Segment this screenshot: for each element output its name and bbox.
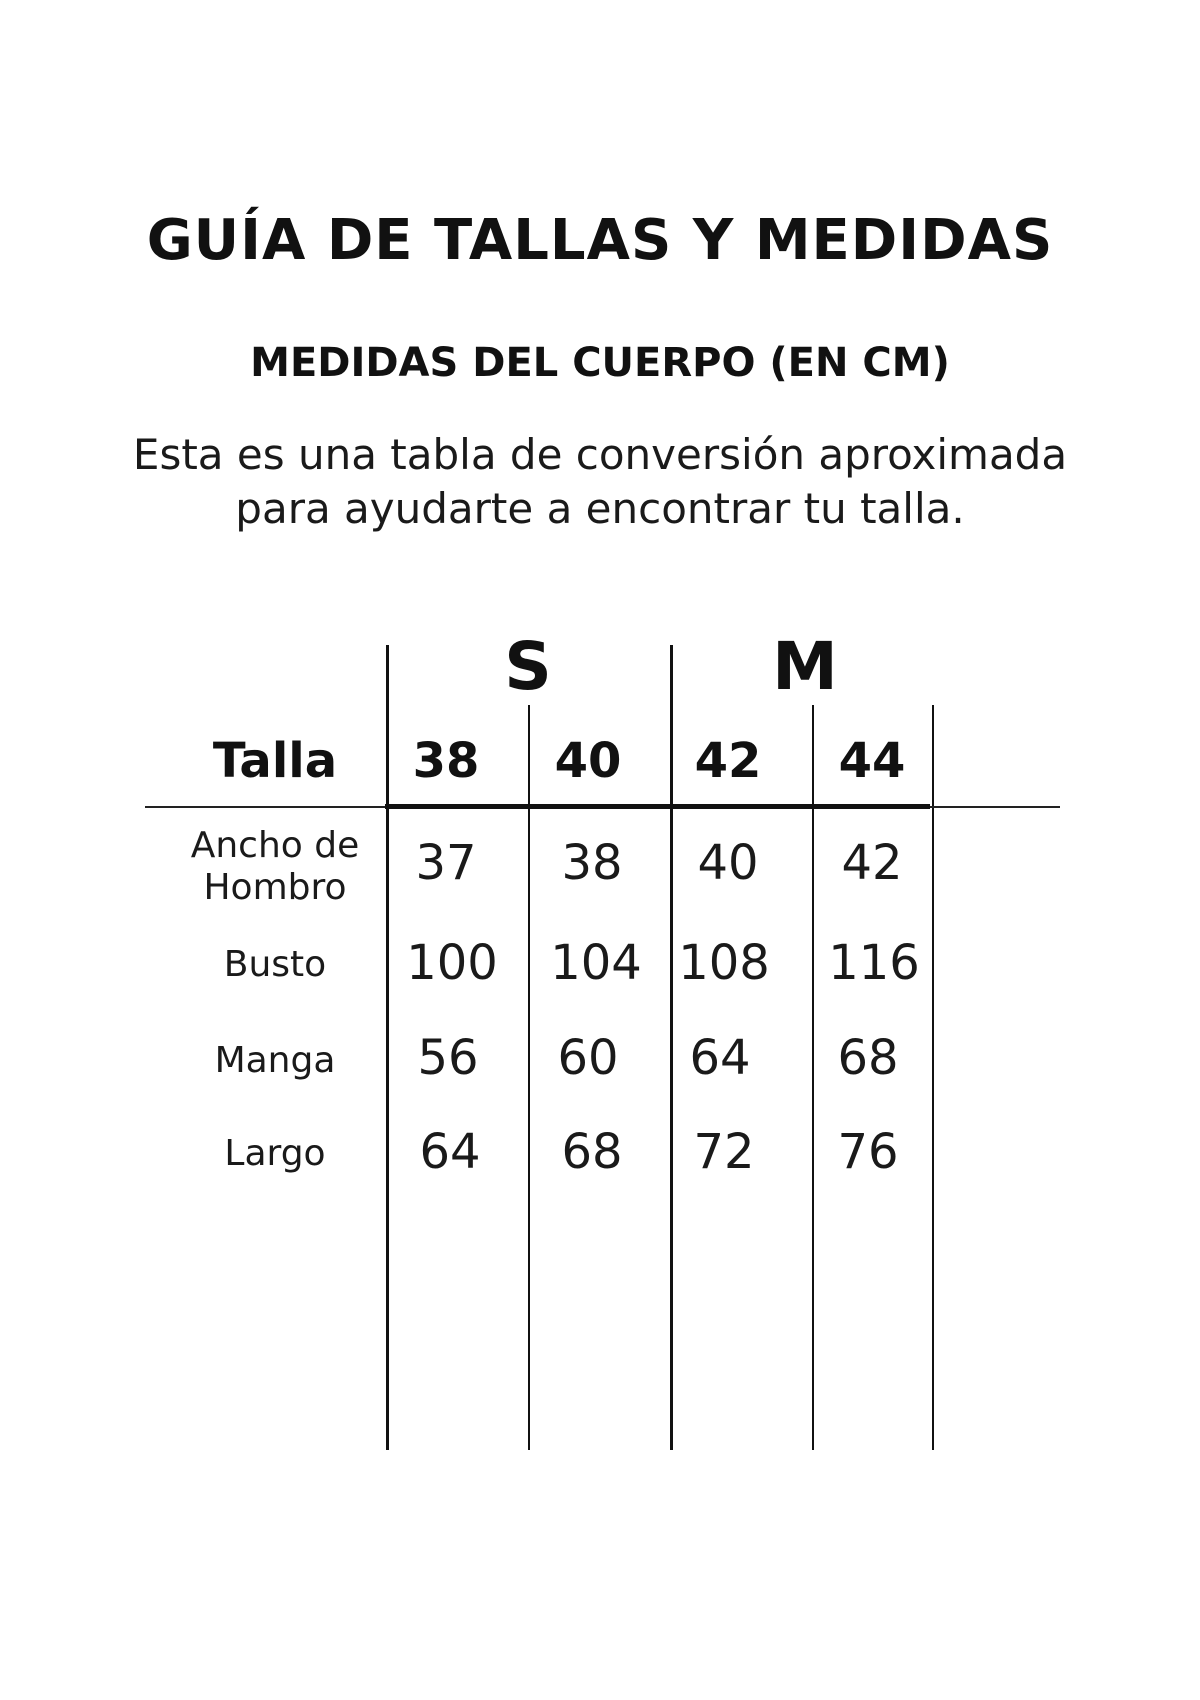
group-header-s: S <box>504 628 552 705</box>
row-label-length: Largo <box>224 1133 326 1174</box>
cell-shoulder-38: 37 <box>415 835 477 891</box>
row-label-sleeve: Manga <box>214 1040 336 1081</box>
cell-sleeve-40: 60 <box>557 1030 619 1086</box>
page-subtitle: MEDIDAS DEL CUERPO (EN CM) <box>250 340 950 386</box>
cell-shoulder-40: 38 <box>561 835 623 891</box>
cell-bust-40: 104 <box>550 935 642 991</box>
cell-length-44: 76 <box>837 1124 899 1180</box>
description-text: Esta es una tabla de conversión aproximada para ayudarte a encontrar tu talla. <box>132 430 1068 533</box>
size-42: 42 <box>694 733 762 789</box>
cell-sleeve-42: 64 <box>689 1030 751 1086</box>
cell-bust-42: 108 <box>678 935 770 991</box>
row-label-bust: Busto <box>223 944 327 985</box>
cell-shoulder-44: 42 <box>841 835 903 891</box>
row-label-shoulder <box>160 825 390 909</box>
cell-bust-44: 116 <box>828 935 920 991</box>
size-header-label: Talla <box>212 733 338 789</box>
cell-sleeve-38: 56 <box>417 1030 479 1086</box>
cell-length-40: 68 <box>561 1124 623 1180</box>
size-38: 38 <box>412 733 480 789</box>
group-header-m: M <box>772 628 838 705</box>
cell-length-38: 64 <box>419 1124 481 1180</box>
page-title: GUÍA DE TALLAS Y MEDIDAS <box>146 208 1054 273</box>
cell-sleeve-44: 68 <box>837 1030 899 1086</box>
row-label-shoulder-line1: Ancho de <box>190 825 360 866</box>
size-44: 44 <box>838 733 906 789</box>
table-header-rule-bold <box>385 804 930 809</box>
size-40: 40 <box>554 733 622 789</box>
cell-bust-38: 100 <box>406 935 498 991</box>
cell-length-42: 72 <box>693 1124 755 1180</box>
row-label-shoulder-line2: Hombro <box>203 867 347 908</box>
cell-shoulder-42: 40 <box>697 835 759 891</box>
